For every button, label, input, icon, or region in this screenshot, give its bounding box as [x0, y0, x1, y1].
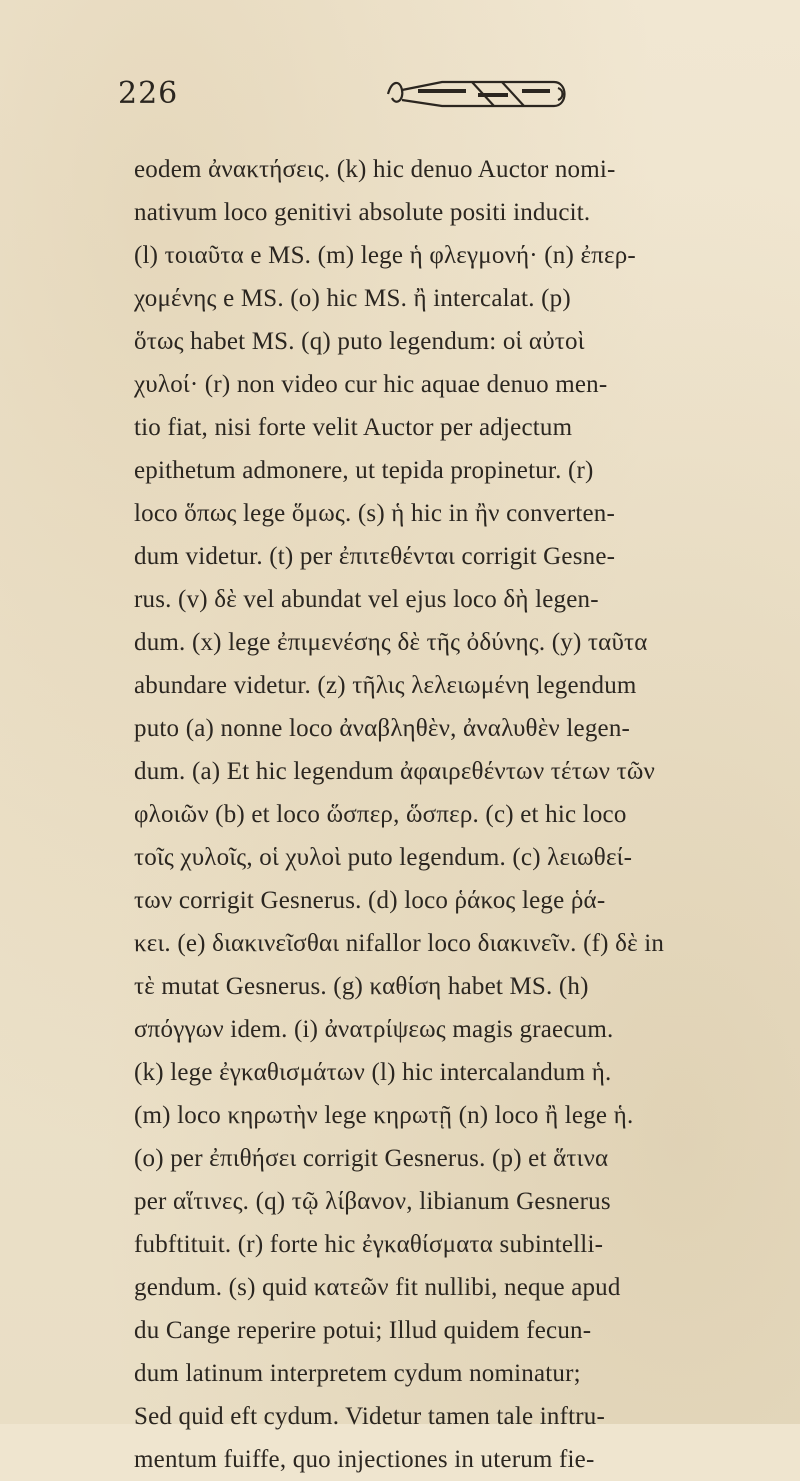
text-line: puto (a) nonne loco ἀναβληθὲν, ἀναλυθὲν legen- — [134, 715, 631, 742]
text-line: (l) τοιαῦτα e MS. (m) lege ἡ φλεγμονή· (n) ἐπερ- — [134, 242, 636, 269]
text-line: eodem ἀνακτήσεις. (k) hic denuo Auctor nomi- — [134, 156, 616, 183]
text-line: loco ὅπως lege ὅμως. (s) ἡ hic in ἢν converten- — [134, 500, 616, 527]
text-line: κει. (e) διακινεῖσθαι nifallor loco διακινεῖν. (f) δὲ in — [134, 930, 665, 957]
page-number: 226 — [118, 76, 179, 111]
text-line: (k) lege ἐγκαθισμάτων (l) hic intercalandum ἡ. — [134, 1059, 612, 1086]
text-line: φλοιῶν (b) et loco ὥσπερ, ὥσπερ. (c) et hic loco — [134, 801, 627, 828]
text-line: rus. (v) δὲ vel abundat vel ejus loco δὴ legen- — [134, 586, 599, 613]
text-line: per αἵτινες. (q) τῷ λίβανον, libianum Gesnerus — [134, 1188, 611, 1215]
text-line: (o) per ἐπιθήσει corrigit Gesnerus. (p) et ἅτινα — [134, 1145, 609, 1172]
text-line: τοῖς χυλοῖς, οἱ χυλοὶ puto legendum. (c) λειωθεί- — [134, 844, 633, 871]
header-ornament — [382, 72, 572, 116]
text-line: Sed quid eft cydum. Videtur tamen tale inftru- — [134, 1403, 606, 1430]
text-line: dum latinum interpretem cydum nominatur; — [134, 1360, 581, 1387]
text-line: nativum loco genitivi absolute positi inducit. — [134, 199, 591, 226]
text-line: ὅτως habet MS. (q) puto legendum: οἱ αὐτοὶ — [134, 328, 585, 355]
body-text — [134, 148, 774, 1481]
text-line: dum videtur. (t) per ἐπιτεθένται corrigit Gesne- — [134, 543, 616, 570]
text-line: du Cange reperire potui; Illud quidem fecun- — [134, 1317, 592, 1344]
text-line: epithetum admonere, ut tepida propinetur. (r) — [134, 457, 594, 484]
text-line: (m) loco κηρωτὴν lege κηρωτῇ (n) loco ἢ lege ἡ. — [134, 1102, 634, 1129]
text-line: τὲ mutat Gesnerus. (g) καθίση habet MS. (h) — [134, 973, 589, 1000]
text-line: χυλοί· (r) non video cur hic aquae denuo men- — [134, 371, 608, 398]
text-line: dum. (x) lege ἐπιμενέσης δὲ τῆς ὀδύνης. (y) ταῦτα — [134, 629, 648, 656]
text-line: fubftituit. (r) forte hic ἐγκαθίσματα subintelli- — [134, 1231, 604, 1258]
text-line: σπόγγων idem. (i) ἀνατρίψεως magis graecum. — [134, 1016, 614, 1043]
text-line: gendum. (s) quid κατεῶν fit nullibi, neque apud — [134, 1274, 621, 1301]
text-line: abundare videtur. (z) τῆλις λελειωμένη legendum — [134, 672, 637, 699]
text-line: των corrigit Gesnerus. (d) loco ῥάκος lege ῥά- — [134, 887, 606, 914]
text-line: dum. (a) Et hic legendum ἀφαιρεθέντων τέτων τῶν — [134, 758, 655, 785]
text-line: mentum fuiffe, quo injectiones in uterum fie- — [134, 1446, 595, 1473]
text-line: tio fiat, nisi forte velit Auctor per adjectum — [134, 414, 573, 441]
text-line: χομένης e MS. (o) hic MS. ἢ intercalat. (p) — [134, 285, 571, 312]
